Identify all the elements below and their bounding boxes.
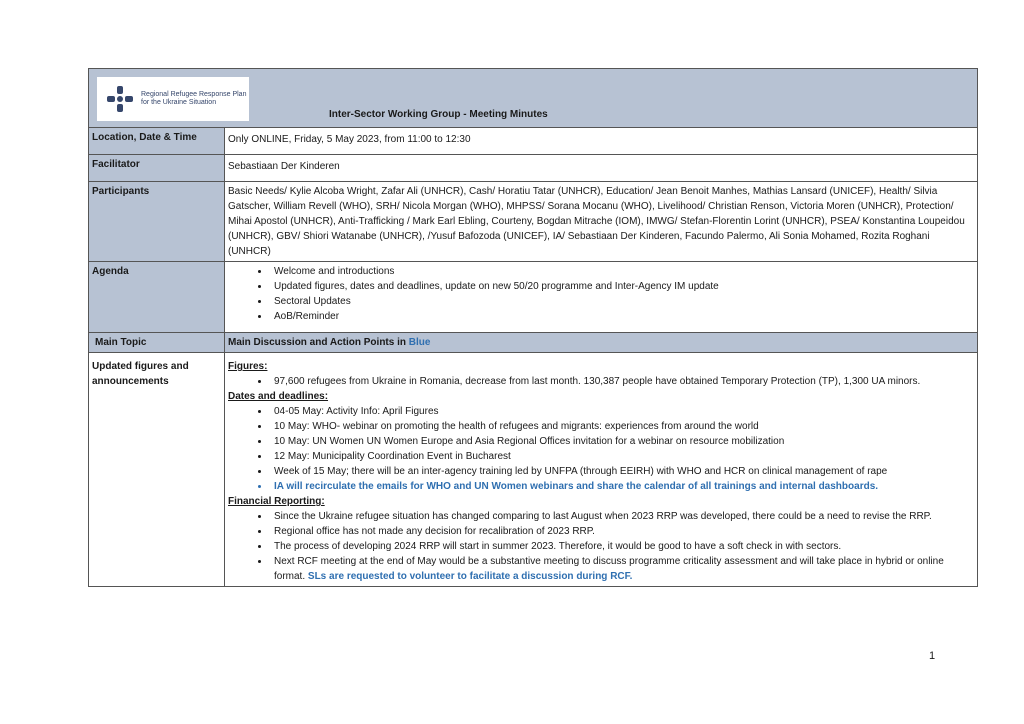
facilitator-value: Sebastiaan Der Kinderen <box>225 155 978 182</box>
updated-label: Updated figures and announcements <box>89 353 225 587</box>
figures-heading: Figures: <box>228 361 268 372</box>
meeting-minutes-table <box>88 68 978 587</box>
agenda-cell <box>225 262 978 333</box>
financial-last-text: Next RCF meeting at the end of May would be a substantive meeting to discuss programme criticality assessment and will take place in hybrid or online format. <box>274 556 944 582</box>
dates-item: • 10 May: WHO- webinar on promoting the health of refugees and migrants: experiences from around the world <box>270 419 974 434</box>
participants-label: Participants <box>89 182 225 262</box>
main-topic-row <box>89 333 978 353</box>
main-topic-heading <box>225 333 978 353</box>
agenda-item: • Sectoral Updates <box>270 294 974 309</box>
agenda-row <box>89 262 978 333</box>
financial-last-action: SLs are requested to volunteer to facilitate a discussion during RCF. <box>307 571 633 582</box>
financial-item: • Regional office has not made any decision for recalibration of 2023 RRP. <box>270 524 974 539</box>
dates-item: • Week of 15 May; there will be an inter-agency training led by UNFPA (through EEIRH) with WHO and HCR on clinical management of rape <box>270 464 974 479</box>
facilitator-row <box>89 155 978 182</box>
facilitator-label: Facilitator <box>89 155 225 182</box>
logo-text-line2: for the Ukraine Situation <box>141 99 217 106</box>
page-number: 1 <box>929 650 936 662</box>
dates-item: • 10 May: UN Women UN Women Europe and Asia Regional Offices invitation for a webinar on resource mobilization <box>270 434 974 449</box>
agenda-item: • Updated figures, dates and deadlines, update on new 50/20 programme and Inter-Agency IM update <box>270 279 974 294</box>
location-label: Location, Date & Time <box>89 128 225 155</box>
agenda-item: • Welcome and introductions <box>270 264 974 279</box>
dates-item: • 04-05 May: Activity Info: April Figures <box>270 404 974 419</box>
dates-list <box>228 404 974 494</box>
rrp-logo-icon <box>105 84 135 114</box>
main-topic-label: Main Topic <box>89 333 225 353</box>
dates-action-item: • IA will recirculate the emails for WHO and UN Women webinars and share the calendar of all trainings and internal dashboards. <box>270 479 974 494</box>
dates-heading: Dates and deadlines: <box>228 391 329 402</box>
document-title: Inter-Sector Working Group - Meeting Minutes <box>329 109 548 120</box>
participants-row <box>89 182 978 262</box>
location-row <box>89 128 978 155</box>
financial-item: • Since the Ukraine refugee situation has changed comparing to last August when 2023 RRP was developed, there could be a need to revise the RRP. <box>270 509 974 524</box>
updated-row <box>89 353 978 587</box>
location-value: Only ONLINE, Friday, 5 May 2023, from 11:00 to 12:30 <box>225 128 978 155</box>
agenda-item: • AoB/Reminder <box>270 309 974 324</box>
figures-item: • 97,600 refugees from Ukraine in Romania, decrease from last month. 130,387 people have obtained Temporary Protection (TP), 1,300 UA minors. <box>270 374 974 389</box>
financial-list <box>228 509 974 584</box>
agenda-label: Agenda <box>89 262 225 333</box>
financial-item: • The process of developing 2024 RRP will start in summer 2023. Therefore, it would be good to have a soft check in with sectors. <box>270 539 974 554</box>
figures-list <box>228 374 974 389</box>
dates-item: • 12 May: Municipality Coordination Event in Bucharest <box>270 449 974 464</box>
financial-item-last <box>270 554 974 584</box>
participants-value: Basic Needs/ Kylie Alcoba Wright, Zafar Ali (UNHCR), Cash/ Horatiu Tatar (UNHCR), Education/ Jean Benoit Manhes, Mathias Lansard (UNICEF), Health/ Silvia Gatscher, William Revell (WHO), SRH/ Nicola Morgan (WHO), MHPSS/ Sorana Mocanu (WHO), Livelihood/ Christian Renson, Victoria Moren (UNHCR), Protection/ Mihai Apostol (UNHCR), Anti-Trafficking / Mark Earl Ebling, Courteny, Bogdan Mitrache (IOM), IMWG/ Stefan-Florentin Lorint (UNHCR), PSEA/ Konstantina Loupeidou (UNHCR), GBV/ Shiori Watanabe (UNHCR), /Yusuf Bafozoda (UNICEF), IA/ Sebastiaan Der Kinderen, Facundo Palermo, Ali Sonia Mohamed, Rozita Roghani (UNHCR) <box>225 182 978 262</box>
agenda-list <box>228 264 974 324</box>
main-topic-heading-text: Main Discussion and Action Points in <box>228 337 409 348</box>
updated-cell <box>225 353 978 587</box>
financial-heading: Financial Reporting: <box>228 496 325 507</box>
header-cell <box>89 69 978 128</box>
logo-text-line1: Regional Refugee Response Plan <box>141 91 247 98</box>
rrp-logo <box>97 77 249 121</box>
main-topic-heading-blue: Blue <box>408 337 431 348</box>
